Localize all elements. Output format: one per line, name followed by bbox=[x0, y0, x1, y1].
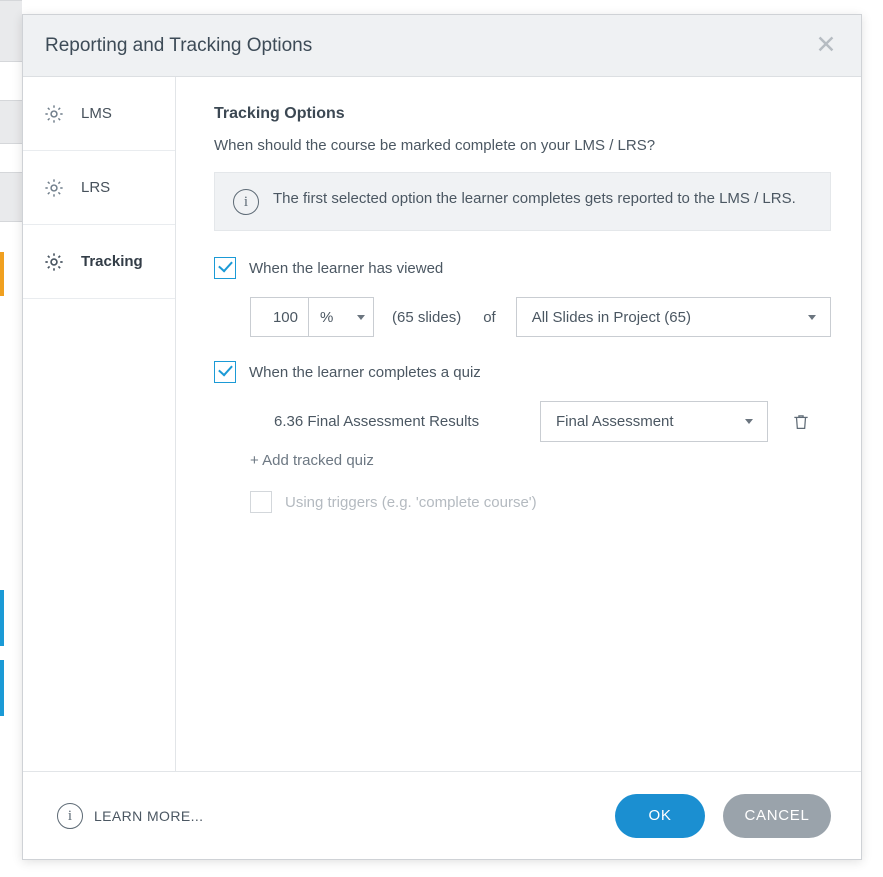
tracked-quiz-select[interactable] bbox=[540, 401, 768, 442]
background-strip bbox=[0, 0, 22, 62]
gear-icon bbox=[43, 251, 65, 273]
sidebar-item-lms[interactable] bbox=[23, 77, 175, 151]
tracking-options-panel bbox=[176, 77, 861, 771]
background-accent-bar bbox=[0, 590, 4, 646]
sidebar-item-label: LRS bbox=[81, 179, 111, 196]
info-icon: i bbox=[233, 189, 259, 215]
info-icon: i bbox=[57, 803, 83, 829]
dialog-title-bar bbox=[23, 15, 861, 77]
quiz-checkbox[interactable] bbox=[214, 361, 236, 383]
background-accent-bar bbox=[0, 252, 4, 296]
sidebar-item-tracking[interactable] bbox=[23, 225, 175, 299]
sidebar-item-label: Tracking bbox=[81, 253, 143, 270]
background-strip bbox=[0, 100, 22, 144]
tracked-quiz-select-value: Final Assessment bbox=[556, 413, 674, 430]
close-icon[interactable]: ✕ bbox=[815, 31, 837, 59]
chevron-down-icon bbox=[745, 419, 753, 424]
viewed-slides-count: (65 slides) bbox=[392, 308, 462, 326]
dialog-title: Reporting and Tracking Options bbox=[45, 34, 313, 56]
section-question: When should the course be marked complete on your LMS / LRS? bbox=[214, 137, 656, 154]
cancel-button[interactable]: CANCEL bbox=[723, 794, 831, 838]
viewed-checkbox-row[interactable] bbox=[214, 257, 831, 279]
ok-button[interactable]: OK bbox=[615, 794, 705, 838]
triggers-checkbox-row[interactable] bbox=[250, 491, 831, 513]
viewed-unit-select[interactable] bbox=[308, 297, 374, 337]
learn-more-link[interactable] bbox=[57, 802, 615, 829]
sidebar-item-label: LMS bbox=[81, 105, 112, 122]
reporting-tracking-dialog bbox=[22, 14, 862, 860]
triggers-checkbox[interactable] bbox=[250, 491, 272, 513]
gear-icon bbox=[43, 103, 65, 125]
chevron-down-icon bbox=[808, 315, 816, 320]
viewed-amount-input[interactable] bbox=[250, 297, 308, 337]
learn-more-label: LEARN MORE... bbox=[94, 807, 204, 824]
add-tracked-quiz-link[interactable]: + Add tracked quiz bbox=[250, 452, 374, 469]
of-label: of bbox=[483, 308, 496, 326]
sidebar-item-lrs[interactable] bbox=[23, 151, 175, 225]
info-banner-text: The first selected option the learner completes gets reported to the LMS / LRS. bbox=[273, 190, 796, 207]
section-title: Tracking Options bbox=[214, 105, 345, 122]
background-accent-bar bbox=[0, 660, 4, 716]
background-strip bbox=[0, 172, 22, 222]
viewed-scope-select[interactable] bbox=[516, 297, 831, 337]
dialog-body bbox=[23, 77, 861, 771]
viewed-unit-value: % bbox=[320, 308, 334, 326]
tracked-quiz-name: 6.36 Final Assessment Results bbox=[274, 413, 480, 430]
dialog-sidebar bbox=[23, 77, 176, 771]
chevron-down-icon bbox=[357, 315, 365, 320]
trash-icon[interactable] bbox=[790, 410, 812, 434]
quiz-checkbox-row[interactable] bbox=[214, 361, 831, 383]
tracked-quiz-row bbox=[250, 401, 831, 442]
viewed-scope-value: All Slides in Project (65) bbox=[531, 308, 691, 326]
gear-icon bbox=[43, 177, 65, 199]
viewed-checkbox[interactable] bbox=[214, 257, 236, 279]
triggers-checkbox-label: Using triggers (e.g. 'complete course') bbox=[285, 493, 537, 511]
viewed-settings-row bbox=[250, 297, 831, 337]
dialog-footer bbox=[23, 771, 861, 859]
info-banner bbox=[214, 172, 831, 231]
quiz-checkbox-label: When the learner completes a quiz bbox=[249, 363, 481, 381]
viewed-checkbox-label: When the learner has viewed bbox=[249, 259, 444, 277]
